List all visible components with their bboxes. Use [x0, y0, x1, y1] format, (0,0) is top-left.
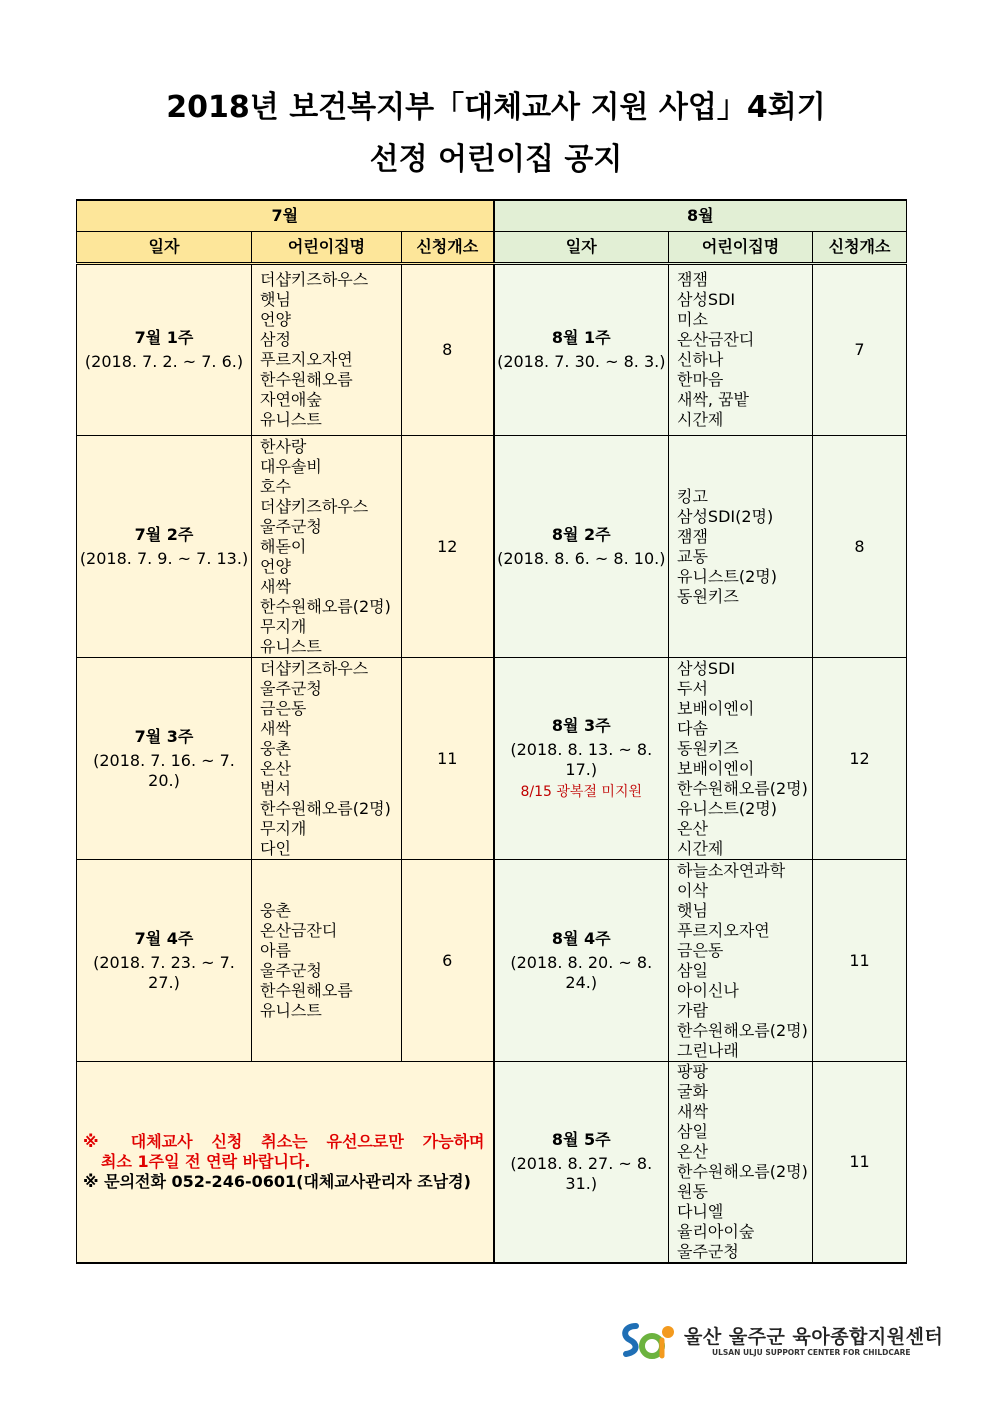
holiday-note: 8/15 광복절 미지원	[520, 783, 642, 800]
center-name-item: 아름	[260, 940, 291, 960]
application-count: 11	[813, 860, 907, 1062]
week-label: 8월 3주	[551, 715, 611, 735]
center-name-item: 다솜	[677, 718, 708, 738]
application-count: 11	[402, 658, 494, 860]
week-label: 7월 4주	[134, 928, 194, 948]
week-label: 7월 3주	[134, 726, 194, 746]
center-name-item: 삼성SDI(2명)	[677, 506, 774, 526]
date-range: (2018. 7. 16. ~ 7. 20.)	[93, 750, 235, 790]
center-name-item: 한수원해오름	[260, 370, 353, 389]
application-count: 8	[813, 436, 907, 658]
center-name-item: 삼일	[677, 1122, 708, 1141]
date-range: (2018. 8. 20. ~ 8. 24.)	[510, 952, 653, 992]
col-header-count: 신청개소	[813, 232, 907, 264]
application-count: 12	[813, 658, 907, 860]
center-list-cell	[669, 436, 813, 658]
center-list-cell	[252, 436, 402, 658]
center-name-item: 햇님	[677, 900, 708, 920]
center-logo	[618, 1318, 944, 1364]
center-name-item: 시간제	[677, 410, 724, 429]
week-date-cell	[77, 658, 252, 860]
center-name-item: 한수원해오름(2명)	[677, 778, 808, 798]
week-label: 8월 4주	[551, 928, 611, 948]
col-header-date: 일자	[494, 232, 669, 264]
center-name-item: 다인	[260, 838, 291, 858]
center-list-cell	[669, 1062, 813, 1264]
center-name-item: 이삭	[677, 880, 708, 900]
center-name-item: 팡팡	[677, 1062, 708, 1081]
center-list-cell	[669, 264, 813, 436]
date-range: (2018. 7. 30. ~ 8. 3.)	[497, 352, 666, 371]
center-name-item: 한마음	[677, 370, 724, 389]
application-count: 7	[813, 264, 907, 436]
center-name-item: 울주군청	[260, 516, 322, 536]
month-header-august: 8월	[494, 200, 907, 232]
application-count: 8	[402, 264, 494, 436]
table-row	[77, 658, 907, 860]
center-name-english: ULSAN ULJU SUPPORT CENTER FOR CHILDCARE	[712, 1348, 911, 1357]
center-name-item: 새싹	[260, 718, 291, 738]
center-name-item: 삼일	[677, 960, 708, 980]
week-label: 8월 2주	[551, 524, 611, 544]
center-name-item: 미소	[677, 310, 708, 329]
week-label: 7월 1주	[134, 328, 194, 347]
center-name-item: 한수원해오름	[260, 980, 353, 1000]
center-name-item: 잼잼	[677, 270, 708, 289]
center-name-item: 신하나	[677, 350, 724, 369]
application-count: 11	[813, 1062, 907, 1264]
week-date-cell	[77, 860, 252, 1062]
schedule-table	[76, 199, 907, 1264]
date-range: (2018. 8. 13. ~ 8. 17.)	[510, 739, 653, 779]
center-name-item: 보배이엔이	[677, 758, 755, 778]
center-name-item: 울주군청	[677, 1242, 739, 1261]
center-name-item: 더샵키즈하우스	[260, 496, 369, 516]
center-name-item: 범서	[260, 778, 291, 798]
week-date-cell	[77, 264, 252, 436]
col-header-date: 일자	[77, 232, 252, 264]
center-name-item: 웅촌	[260, 738, 291, 758]
center-name-item: 유니스트	[260, 410, 322, 429]
week-label: 8월 5주	[551, 1130, 611, 1149]
center-name-item: 유니스트(2명)	[677, 798, 777, 818]
cancellation-notice	[77, 1062, 494, 1264]
center-name-item: 삼성SDI	[677, 290, 736, 309]
center-name-item: 교동	[677, 546, 708, 566]
week-date-cell	[494, 436, 669, 658]
center-name-item: 울주군청	[260, 678, 322, 698]
center-list-cell	[252, 264, 402, 436]
week-date-cell	[494, 1062, 669, 1264]
center-name-item: 한사랑	[260, 436, 307, 456]
center-name-item: 새싹, 꿈밭	[677, 390, 750, 409]
month-header-july: 7월	[77, 200, 494, 232]
center-name-item: 보배이엔이	[677, 698, 755, 718]
week-date-cell	[77, 436, 252, 658]
center-name-item: 온산	[260, 758, 291, 778]
date-range: (2018. 8. 27. ~ 8. 31.)	[510, 1154, 653, 1193]
center-name-item: 삼성SDI	[677, 658, 736, 678]
center-name-item: 삼정	[260, 330, 291, 349]
table-row	[77, 1062, 907, 1264]
center-name-item: 하늘소자연과학	[677, 860, 786, 880]
center-name-item: 웅촌	[260, 900, 291, 920]
center-name-item: 유니스트	[260, 1000, 322, 1020]
center-name-item: 한수원해오름(2명)	[677, 1020, 808, 1040]
center-name-item: 푸르지오자연	[260, 350, 353, 369]
center-name-item: 원동	[677, 1182, 708, 1201]
center-name-item: 새싹	[677, 1102, 708, 1121]
center-name-item: 온산금잔디	[677, 330, 755, 349]
col-header-center: 어린이집명	[669, 232, 813, 264]
col-header-count: 신청개소	[402, 232, 494, 264]
center-name-item: 해돋이	[260, 536, 307, 556]
center-name-item: 동원키즈	[677, 738, 739, 758]
center-name-item: 가람	[677, 1000, 708, 1020]
notice-line: ※ 대체교사 신청 취소는 유선으로만 가능하며	[83, 1132, 485, 1151]
week-date-cell	[494, 264, 669, 436]
week-label: 7월 2주	[134, 524, 194, 544]
center-name-item: 울주군청	[260, 960, 322, 980]
center-list-cell	[669, 860, 813, 1062]
table-row	[77, 264, 907, 436]
application-count: 12	[402, 436, 494, 658]
center-list-cell	[252, 658, 402, 860]
center-name-item: 두서	[677, 678, 708, 698]
date-range: (2018. 7. 9. ~ 7. 13.)	[79, 548, 249, 568]
application-count: 6	[402, 860, 494, 1062]
center-name-item: 율리아이숲	[677, 1222, 755, 1241]
date-range: (2018. 7. 2. ~ 7. 6.)	[84, 352, 244, 371]
page-title: 2018년 보건복지부「대체교사 지원 사업」4회기	[166, 90, 826, 125]
col-header-center: 어린이집명	[252, 232, 402, 264]
week-date-cell	[494, 658, 669, 860]
center-name-item: 유니스트(2명)	[677, 566, 777, 586]
center-name-item: 시간제	[677, 838, 724, 858]
center-list-cell	[252, 860, 402, 1062]
date-range: (2018. 8. 6. ~ 8. 10.)	[497, 548, 666, 568]
center-name-item: 더샵키즈하우스	[260, 270, 369, 289]
center-name-item: 무지개	[260, 818, 307, 838]
center-name-item: 동원키즈	[677, 586, 739, 606]
center-name-item: 푸르지오자연	[677, 920, 770, 940]
center-name-item: 그린나래	[677, 1040, 739, 1060]
center-name-item: 더샵키즈하우스	[260, 658, 369, 678]
notice-line: 최소 1주일 전 연락 바랍니다.	[101, 1152, 311, 1171]
page-subtitle: 선정 어린이집 공지	[369, 142, 623, 177]
center-name-item: 호수	[260, 476, 291, 496]
center-name-item: 유니스트	[260, 636, 322, 656]
center-name-item: 온산	[677, 1142, 708, 1161]
center-name-item: 무지개	[260, 616, 307, 636]
center-name-item: 온산	[677, 818, 708, 838]
center-name-item: 금은동	[677, 940, 724, 960]
week-label: 8월 1주	[551, 328, 611, 347]
center-list-cell	[669, 658, 813, 860]
center-name-item: 킹고	[677, 486, 708, 506]
date-range: (2018. 7. 23. ~ 7. 27.)	[93, 952, 235, 992]
center-name-item: 금은동	[260, 698, 307, 718]
notice-line: ※ 문의전화 052-246-0601(대체교사관리자 조남경)	[83, 1172, 471, 1191]
sci-logo-icon	[618, 1318, 678, 1364]
center-name-item: 대우솔비	[260, 456, 322, 476]
center-name-item: 언양	[260, 310, 291, 329]
center-name-item: 다니엘	[677, 1202, 724, 1221]
center-name-item: 햇님	[260, 290, 291, 309]
center-name: 울산 울주군 육아종합지원센터	[684, 1326, 944, 1348]
center-name-item: 한수원해오름(2명)	[677, 1162, 808, 1181]
center-name-item: 굴화	[677, 1082, 708, 1101]
center-name-item: 언양	[260, 556, 291, 576]
center-name-item: 한수원해오름(2명)	[260, 798, 391, 818]
table-row	[77, 436, 907, 658]
center-name-item: 온산금잔디	[260, 920, 338, 940]
week-date-cell	[494, 860, 669, 1062]
table-row	[77, 860, 907, 1062]
center-name-item: 한수원해오름(2명)	[260, 596, 391, 616]
center-name-item: 자연애숲	[260, 390, 322, 409]
center-name-item: 잼잼	[677, 526, 708, 546]
center-name-item: 아이신나	[677, 980, 739, 1000]
center-name-item: 새싹	[260, 576, 291, 596]
